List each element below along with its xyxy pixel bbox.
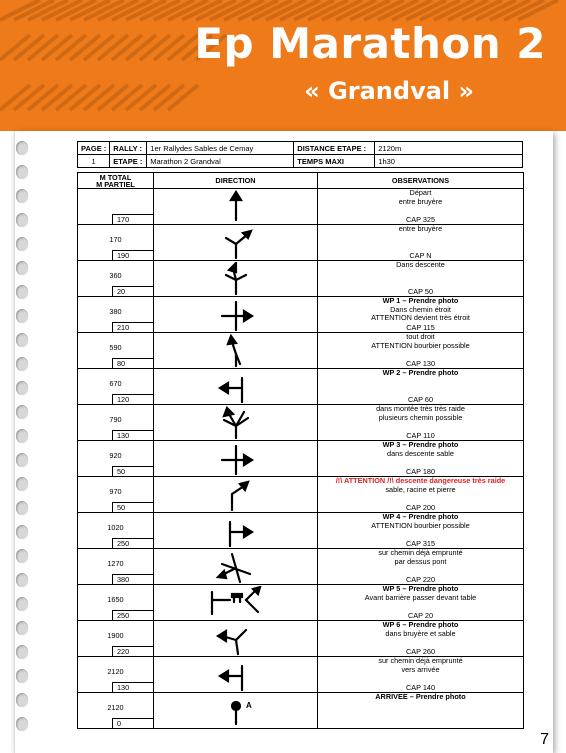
table-row	[78, 369, 524, 405]
rally-value: 1er Rallydes Sables de Cemay	[147, 142, 294, 155]
observation-line: ATTENTION bourbier possible	[371, 340, 470, 350]
observation-line: WP 1 – Prendre photo	[382, 296, 459, 305]
multi-fork-icon	[196, 406, 276, 440]
distance-label: DISTANCE ETAPE :	[294, 142, 375, 155]
m-partiel: 130	[112, 430, 153, 440]
observation-line: WP 3 – Prendre photo	[382, 440, 459, 449]
m-total: 360	[109, 271, 122, 280]
page-subtitle: « Grandval »	[304, 77, 474, 105]
observation-line: par dessus pont	[394, 556, 447, 566]
m-total: 1650	[107, 595, 124, 604]
page-label: PAGE :	[78, 142, 110, 155]
table-row	[78, 621, 524, 657]
observations-cell	[318, 513, 524, 549]
observation-line: ATTENTION devient très étroit	[371, 313, 470, 322]
distance-cell	[78, 621, 154, 657]
observation-line: WP 6 – Prendre photo	[382, 620, 459, 629]
m-partiel: 210	[112, 322, 153, 332]
page-number: 7	[540, 731, 549, 748]
roadbook-header	[77, 141, 523, 168]
cap-heading: CAP 140	[405, 683, 436, 692]
distance-cell	[78, 477, 154, 513]
table-row	[78, 441, 524, 477]
observations-cell	[318, 477, 524, 513]
observation-line: entre bruyère	[398, 196, 443, 206]
cap-heading: CAP 220	[405, 575, 436, 584]
observations-cell	[318, 225, 524, 261]
m-partiel: 130	[112, 682, 153, 692]
distance-cell	[78, 333, 154, 369]
observation-line: dans descente sable	[387, 448, 454, 458]
cap-heading: CAP 115	[406, 323, 435, 332]
bridge-cross-icon	[196, 550, 276, 584]
observations-cell	[318, 189, 524, 225]
slight-fork-icon	[196, 334, 276, 368]
observation-line: ATTENTION bourbier possible	[371, 520, 470, 530]
m-partiel: 20	[112, 286, 153, 296]
m-partiel: 170	[112, 214, 153, 224]
direction-cell	[154, 333, 318, 369]
observation-line: sable, racine et pierre	[385, 484, 456, 494]
m-total: 920	[109, 451, 122, 460]
observation-line: WP 4 – Prendre photo	[382, 512, 459, 521]
table-row	[78, 189, 524, 225]
cap-heading: CAP 50	[407, 287, 433, 296]
m-total: 670	[109, 379, 122, 388]
observation-line: Dans chemin étroit	[390, 304, 451, 314]
m-partiel: 220	[112, 646, 153, 656]
direction-cell	[154, 369, 318, 405]
observations-cell	[318, 405, 524, 441]
bend-right-icon	[196, 478, 276, 512]
cap-heading: CAP 200	[405, 503, 436, 512]
m-partiel: 50	[112, 502, 153, 512]
observation-line: dans bruyère et sable	[385, 628, 456, 638]
distance-value: 2120m	[375, 142, 523, 155]
table-row	[78, 297, 524, 333]
observations-cell	[318, 549, 524, 585]
table-row	[78, 513, 524, 549]
observations-cell	[318, 297, 524, 333]
observations-cell	[318, 369, 524, 405]
m-partiel: 190	[112, 250, 153, 260]
col-direction: DIRECTION	[154, 173, 318, 189]
cap-heading: CAP 260	[405, 647, 436, 656]
cap-heading: CAP 110	[406, 431, 435, 440]
warning-text: /!\ ATTENTION /!\ descente dangereuse très raide	[335, 476, 506, 485]
direction-cell	[154, 297, 318, 333]
m-total: 380	[109, 307, 122, 316]
observation-line: entre bruyère	[398, 224, 443, 233]
m-total: 970	[109, 487, 122, 496]
temps-value: 1h30	[375, 155, 523, 168]
col-m-partiel: M PARTIEL	[96, 179, 135, 189]
table-row	[78, 333, 524, 369]
observation-line: dans montée très très raide	[376, 404, 465, 413]
direction-cell	[154, 477, 318, 513]
col-observations: OBSERVATIONS	[318, 173, 524, 189]
fork-left-icon	[196, 622, 276, 656]
direction-cell	[154, 441, 318, 477]
observation-line: vers arrivée	[401, 664, 440, 674]
direction-cell	[154, 189, 318, 225]
m-total: 590	[109, 343, 122, 352]
m-partiel: 250	[112, 610, 153, 620]
table-row	[78, 549, 524, 585]
direction-cell	[154, 693, 318, 729]
observations-cell	[318, 585, 524, 621]
cap-heading: CAP 180	[405, 467, 436, 476]
m-partiel: 250	[112, 538, 153, 548]
m-total: 2120	[107, 703, 124, 712]
distance-cell	[78, 261, 154, 297]
table-row	[78, 225, 524, 261]
cap-heading: CAP 20	[407, 611, 433, 620]
roadbook-table	[77, 172, 524, 729]
table-row	[78, 585, 524, 621]
fork-up-icon	[196, 262, 276, 296]
observation-line: ARRIVEE – Prendre photo	[375, 692, 466, 701]
finish-icon	[196, 694, 276, 728]
table-row	[78, 693, 524, 729]
direction-cell	[154, 261, 318, 297]
observation-line: sur chemin déjà emprunté	[378, 548, 463, 557]
etape-value: Marathon 2 Grandval	[147, 155, 294, 168]
observation-line: plusieurs chemin possible	[378, 412, 463, 422]
direction-cell	[154, 657, 318, 693]
straight-arrow-icon	[196, 190, 276, 224]
distance-cell	[78, 693, 154, 729]
m-total: 1900	[107, 631, 124, 640]
distance-cell	[78, 225, 154, 261]
fork-right-icon	[196, 226, 276, 260]
cap-heading: CAP 325	[405, 215, 436, 224]
t-right-icon	[196, 514, 276, 548]
page-title: Ep Marathon 2	[194, 19, 546, 68]
direction-cell	[154, 585, 318, 621]
m-partiel: 120	[112, 394, 153, 404]
direction-cell	[154, 621, 318, 657]
distance-cell	[78, 549, 154, 585]
observation-line: Avant barrière passer devant table	[364, 592, 477, 602]
etape-label: ETAPE :	[110, 155, 147, 168]
barrier-table-icon	[196, 586, 276, 620]
distance-cell	[78, 585, 154, 621]
col-distance	[78, 173, 154, 189]
distance-cell	[78, 441, 154, 477]
distance-cell	[78, 657, 154, 693]
m-partiel: 80	[112, 358, 153, 368]
observation-line: Dans descente	[396, 260, 445, 269]
table-row	[78, 477, 524, 513]
observations-cell	[318, 441, 524, 477]
direction-cell	[154, 549, 318, 585]
cap-heading: CAP N	[409, 251, 432, 260]
observation-line: Départ	[409, 188, 432, 197]
t-left-icon	[196, 658, 276, 692]
observations-cell	[318, 333, 524, 369]
observations-cell	[318, 657, 524, 693]
observations-cell	[318, 621, 524, 657]
cap-heading: CAP 315	[405, 539, 436, 548]
roadbook-sheet	[14, 131, 553, 753]
direction-cell	[154, 513, 318, 549]
distance-cell	[78, 189, 154, 225]
page-value: 1	[78, 155, 110, 168]
banner	[0, 0, 566, 131]
col-m-total: M TOTAL	[99, 172, 132, 182]
observation-line: sur chemin déjà emprunté	[378, 656, 463, 665]
observations-cell	[318, 693, 524, 729]
m-total: 170	[109, 235, 122, 244]
crossroads-right-icon	[196, 298, 276, 332]
cap-heading: CAP 60	[407, 395, 433, 404]
observation-line: WP 2 – Prendre photo	[382, 368, 459, 377]
spiral-binding	[15, 131, 35, 753]
distance-cell	[78, 369, 154, 405]
m-total: 790	[109, 415, 122, 424]
m-total: 2120	[107, 667, 124, 676]
m-partiel: 380	[112, 574, 153, 584]
direction-cell	[154, 225, 318, 261]
observation-line: WP 5 – Prendre photo	[382, 584, 459, 593]
observations-cell	[318, 261, 524, 297]
m-partiel: 0	[112, 718, 153, 728]
direction-cell	[154, 405, 318, 441]
temps-label: TEMPS MAXI	[294, 155, 375, 168]
table-row	[78, 405, 524, 441]
table-row	[78, 657, 524, 693]
t-left-icon	[196, 370, 276, 404]
table-row	[78, 261, 524, 297]
distance-cell	[78, 297, 154, 333]
crossroads-icon	[196, 442, 276, 476]
observation-line: tout droit	[406, 332, 435, 341]
m-partiel: 50	[112, 466, 153, 476]
cap-heading: CAP 130	[405, 359, 436, 368]
m-total: 1270	[107, 559, 124, 568]
finish-label: A	[245, 700, 252, 710]
m-total: 1020	[107, 523, 124, 532]
distance-cell	[78, 405, 154, 441]
rally-label: RALLY :	[110, 142, 147, 155]
distance-cell	[78, 513, 154, 549]
